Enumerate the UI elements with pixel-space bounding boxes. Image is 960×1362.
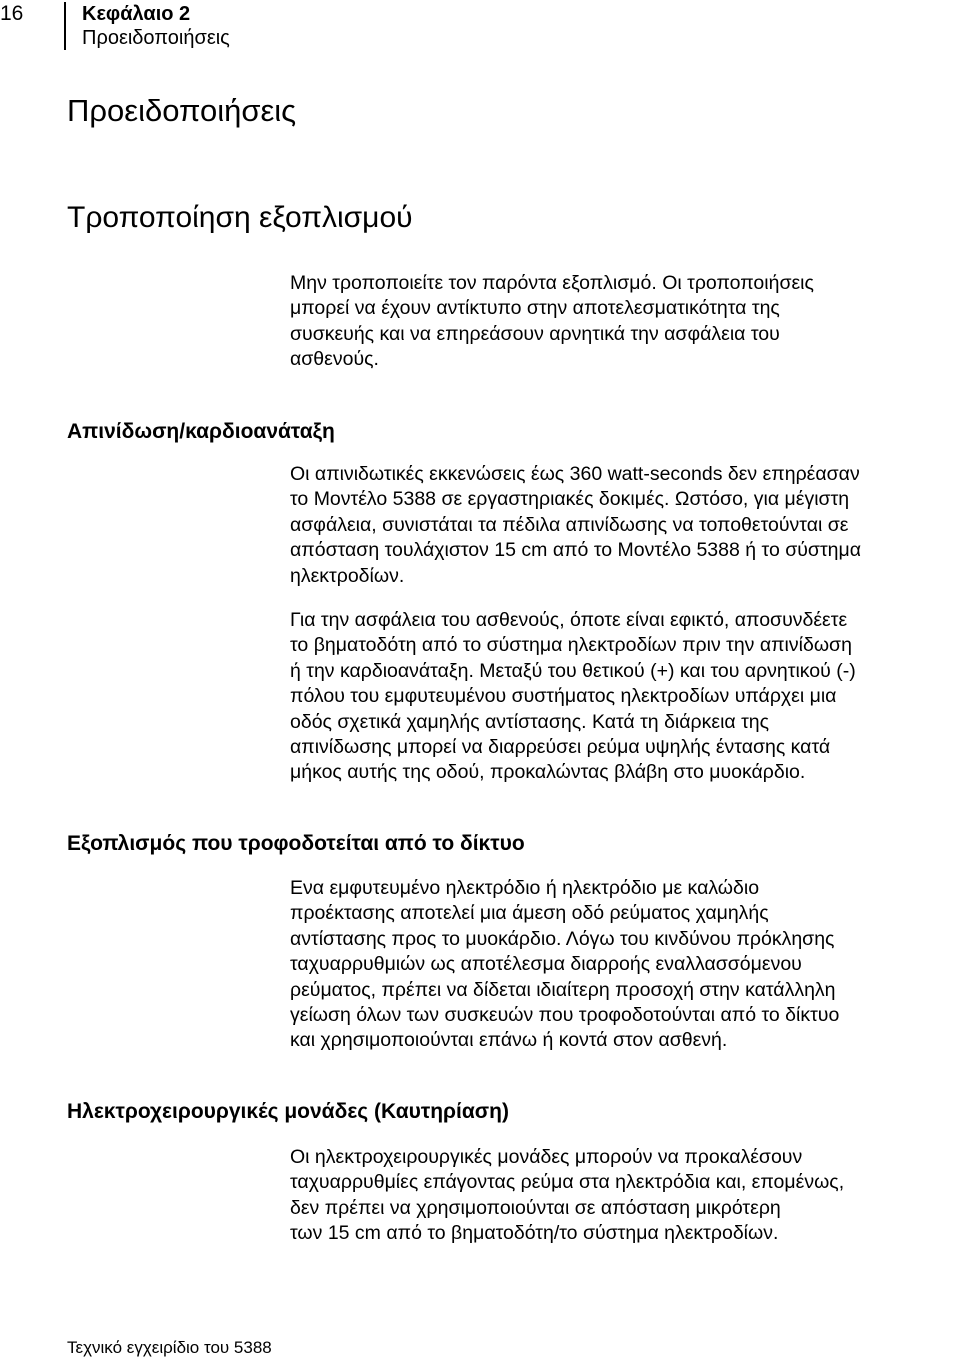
text-line: των 15 cm από το βηματοδότη/το σύστημα ηλεκτροδίων. (290, 1222, 779, 1245)
text-line: απόσταση τουλάχιστον 15 cm από το Μοντέλο 5388 ή το σύστημα (290, 539, 862, 562)
section-heading-equipment-modification: Τροποποίηση εξοπλισμού (67, 201, 413, 234)
paragraph-defibrillation-1 (290, 462, 958, 589)
text-line: Οι απινιδωτικές εκκενώσεις έως 360 watt-seconds δεν επηρέασαν (290, 463, 860, 485)
text-line: συσκευής και να επηρεάσουν αρνητικά την ασφάλεια του (290, 322, 780, 345)
text-line: το Μοντέλο 5388 σε εργαστηριακές δοκιμές. Ωστόσο, για μέγιστη (290, 488, 850, 511)
text-line: ηλεκτροδίων. (290, 564, 405, 587)
text-line: ασθενούς. (290, 348, 379, 371)
paragraph-defibrillation-2 (290, 608, 958, 786)
text-line: γείωση όλων των συσκευών που τροφοδοτούνται από το δίκτυο (290, 1004, 840, 1027)
text-line: Ενα εμφυτευμένο ηλεκτρόδιο ή ηλεκτρόδιο με καλώδιο (290, 877, 760, 899)
paragraph-electrosurgical-units (290, 1145, 958, 1247)
text-line: προέκτασης αποτελεί μια άμεση οδό ρεύματος χαμηλής (290, 902, 769, 925)
page-number: 16 (0, 2, 24, 25)
text-line: Οι ηλεκτροχειρουργικές μονάδες μπορούν να προκαλέσουν (290, 1146, 803, 1168)
text-line: ταχυαρρυθμίες επάγοντας ρεύμα στα ηλεκτρόδια και, επομένως, (290, 1171, 845, 1194)
chapter-label: Κεφάλαιο 2 (82, 3, 191, 25)
text-line: Μην τροποποιείτε τον παρόντα εξοπλισμό. Οι τροποποιήσεις (290, 272, 814, 294)
text-line: μήκος αυτής της οδού, προκαλώντας βλάβη στο μυοκάρδιο. (290, 761, 806, 784)
text-line: απινίδωσης μπορεί να διαρρεύσει ρεύμα υψηλής έντασης κατά (290, 736, 831, 759)
paragraph-mains-powered-equipment (290, 876, 958, 1054)
text-line: ασφάλεια, συνιστάται τα πέδιλα απινίδωσης να τοποθετούνται σε (290, 513, 849, 536)
text-line: ή την καρδιοανάταξη. Μεταξύ του θετικού (+) και του αρνητικού (-) (290, 659, 856, 682)
text-line: και χρησιμοποιούνται επάνω ή κοντά στον ασθενή. (290, 1029, 728, 1052)
chapter-subtitle: Προειδοποιήσεις (82, 27, 230, 49)
section-heading-electrosurgical-units: Ηλεκτροχειρουργικές μονάδες (Καυτηρίαση) (67, 1100, 509, 1123)
section-heading-defibrillation: Απινίδωση/καρδιοανάταξη (67, 420, 335, 443)
paragraph-equipment-modification (290, 271, 958, 373)
text-line: το βηματοδότη από το σύστημα ηλεκτροδίων πριν την απινίδωση (290, 634, 852, 657)
text-line: αντίστασης προς το μυοκάρδιο. Λόγω του κινδύνου πρόκλησης (290, 927, 835, 950)
text-line: μπορεί να έχουν αντίκτυπο στην αποτελεσματικότητα της (290, 297, 780, 320)
text-line: πόλου του εμφυτευμένου συστήματος ηλεκτροδίων υπάρχει μια (290, 685, 837, 708)
header-divider (64, 2, 66, 50)
text-line: οδός σχετικά χαμηλής αντίστασης. Κατά τη διάρκεια της (290, 710, 770, 733)
page-title: Προειδοποιήσεις (67, 93, 297, 128)
text-line: Για την ασφάλεια του ασθενούς, όποτε είναι εφικτό, αποσυνδέετε (290, 609, 848, 631)
page-footer: Τεχνικό εγχειρίδιο του 5388 (67, 1338, 272, 1357)
text-line: ταχυαρρυθμιών ως αποτέλεσμα διαρροής εναλλασσόμενου (290, 953, 802, 976)
text-line: ρεύματος, πρέπει να δίδεται ιδιαίτερη προσοχή στην κατάλληλη (290, 978, 836, 1001)
text-line: δεν πρέπει να χρησιμοποιούνται σε απόσταση μικρότερη (290, 1196, 781, 1219)
section-heading-mains-powered-equipment: Εξοπλισμός που τροφοδοτείται από το δίκτυο (67, 832, 525, 855)
